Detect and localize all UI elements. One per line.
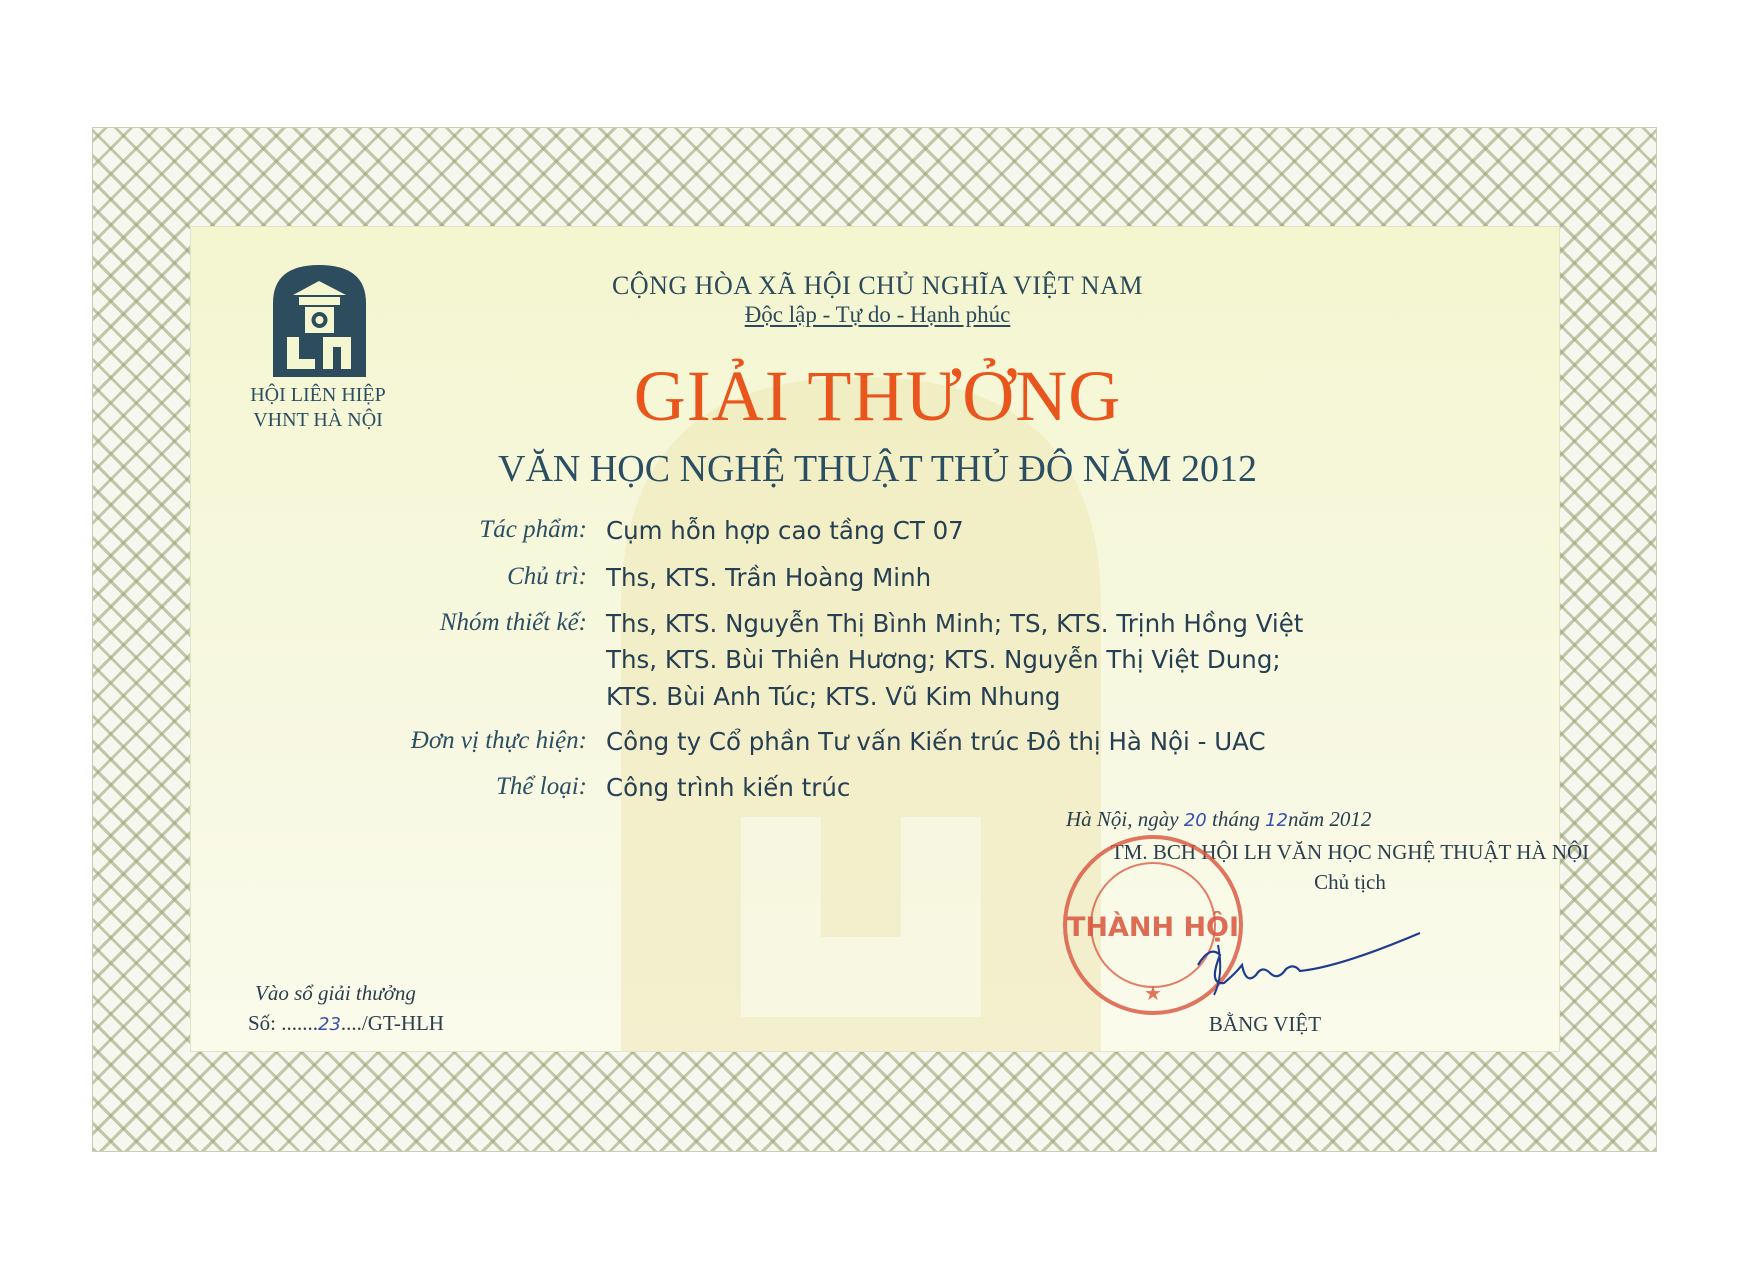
award-subtitle: VĂN HỌC NGHỆ THUẬT THỦ ĐÔ NĂM 2012 — [498, 448, 1257, 490]
signatory-title: Chủ tịch — [1314, 870, 1386, 894]
lead-value: Ths, KTS. Trần Hoàng Minh — [606, 563, 932, 592]
seal-center-text: THÀNH HỘI — [1066, 912, 1240, 943]
work-label: Tác phẩm: — [479, 516, 587, 543]
team-line: KTS. Bùi Anh Túc; KTS. Vũ Kim Nhung — [606, 682, 1061, 711]
signatory-org: TM. BCH HỘI LH VĂN HỌC NGHỆ THUẬT HÀ NỘI — [1110, 840, 1590, 864]
date-day: 20 — [1183, 810, 1207, 831]
logo-caption-line2: VHNT HÀ NỘI — [253, 409, 383, 431]
logo-caption-line1: HỘI LIÊN HIỆP — [250, 384, 386, 406]
team-label: Nhóm thiết kế: — [439, 609, 587, 636]
place-date: Hà Nội, ngày 20 tháng 12năm 2012 — [1066, 807, 1372, 831]
registry-number: Số: .......23..../GT-HLH — [248, 1011, 444, 1035]
team-line: Ths, KTS. Nguyễn Thị Bình Minh; TS, KTS. Trịnh Hồng Việt — [606, 609, 1304, 638]
signatory-name: BẰNG VIỆT — [1208, 1012, 1322, 1036]
svg-text:★: ★ — [1144, 981, 1162, 1005]
lead-label: Chủ trì: — [507, 563, 587, 590]
date-month: 12 — [1265, 810, 1288, 831]
unit-label: Đơn vị thực hiện: — [410, 727, 587, 754]
award-title: GIẢI THƯỞNG — [633, 356, 1122, 436]
republic-heading: CỘNG HÒA XÃ HỘI CHỦ NGHĨA VIỆT NAM — [612, 271, 1143, 300]
category-value: Công trình kiến trúc — [606, 773, 851, 802]
unit-value: Công ty Cổ phần Tư vấn Kiến trúc Đô thị Hà Nội - UAC — [606, 727, 1266, 756]
category-label: Thể loại: — [496, 773, 587, 800]
work-value: Cụm hỗn hợp cao tầng CT 07 — [606, 516, 964, 545]
registry-label: Vào sổ giải thưởng — [255, 981, 416, 1005]
national-motto: Độc lập - Tự do - Hạnh phúc — [744, 302, 1011, 327]
registry-handwritten-number: 23 — [318, 1014, 341, 1035]
handwritten-signature — [1190, 925, 1430, 1005]
team-line: Ths, KTS. Bùi Thiên Hương; KTS. Nguyễn Thị Việt Dung; — [606, 645, 1281, 674]
